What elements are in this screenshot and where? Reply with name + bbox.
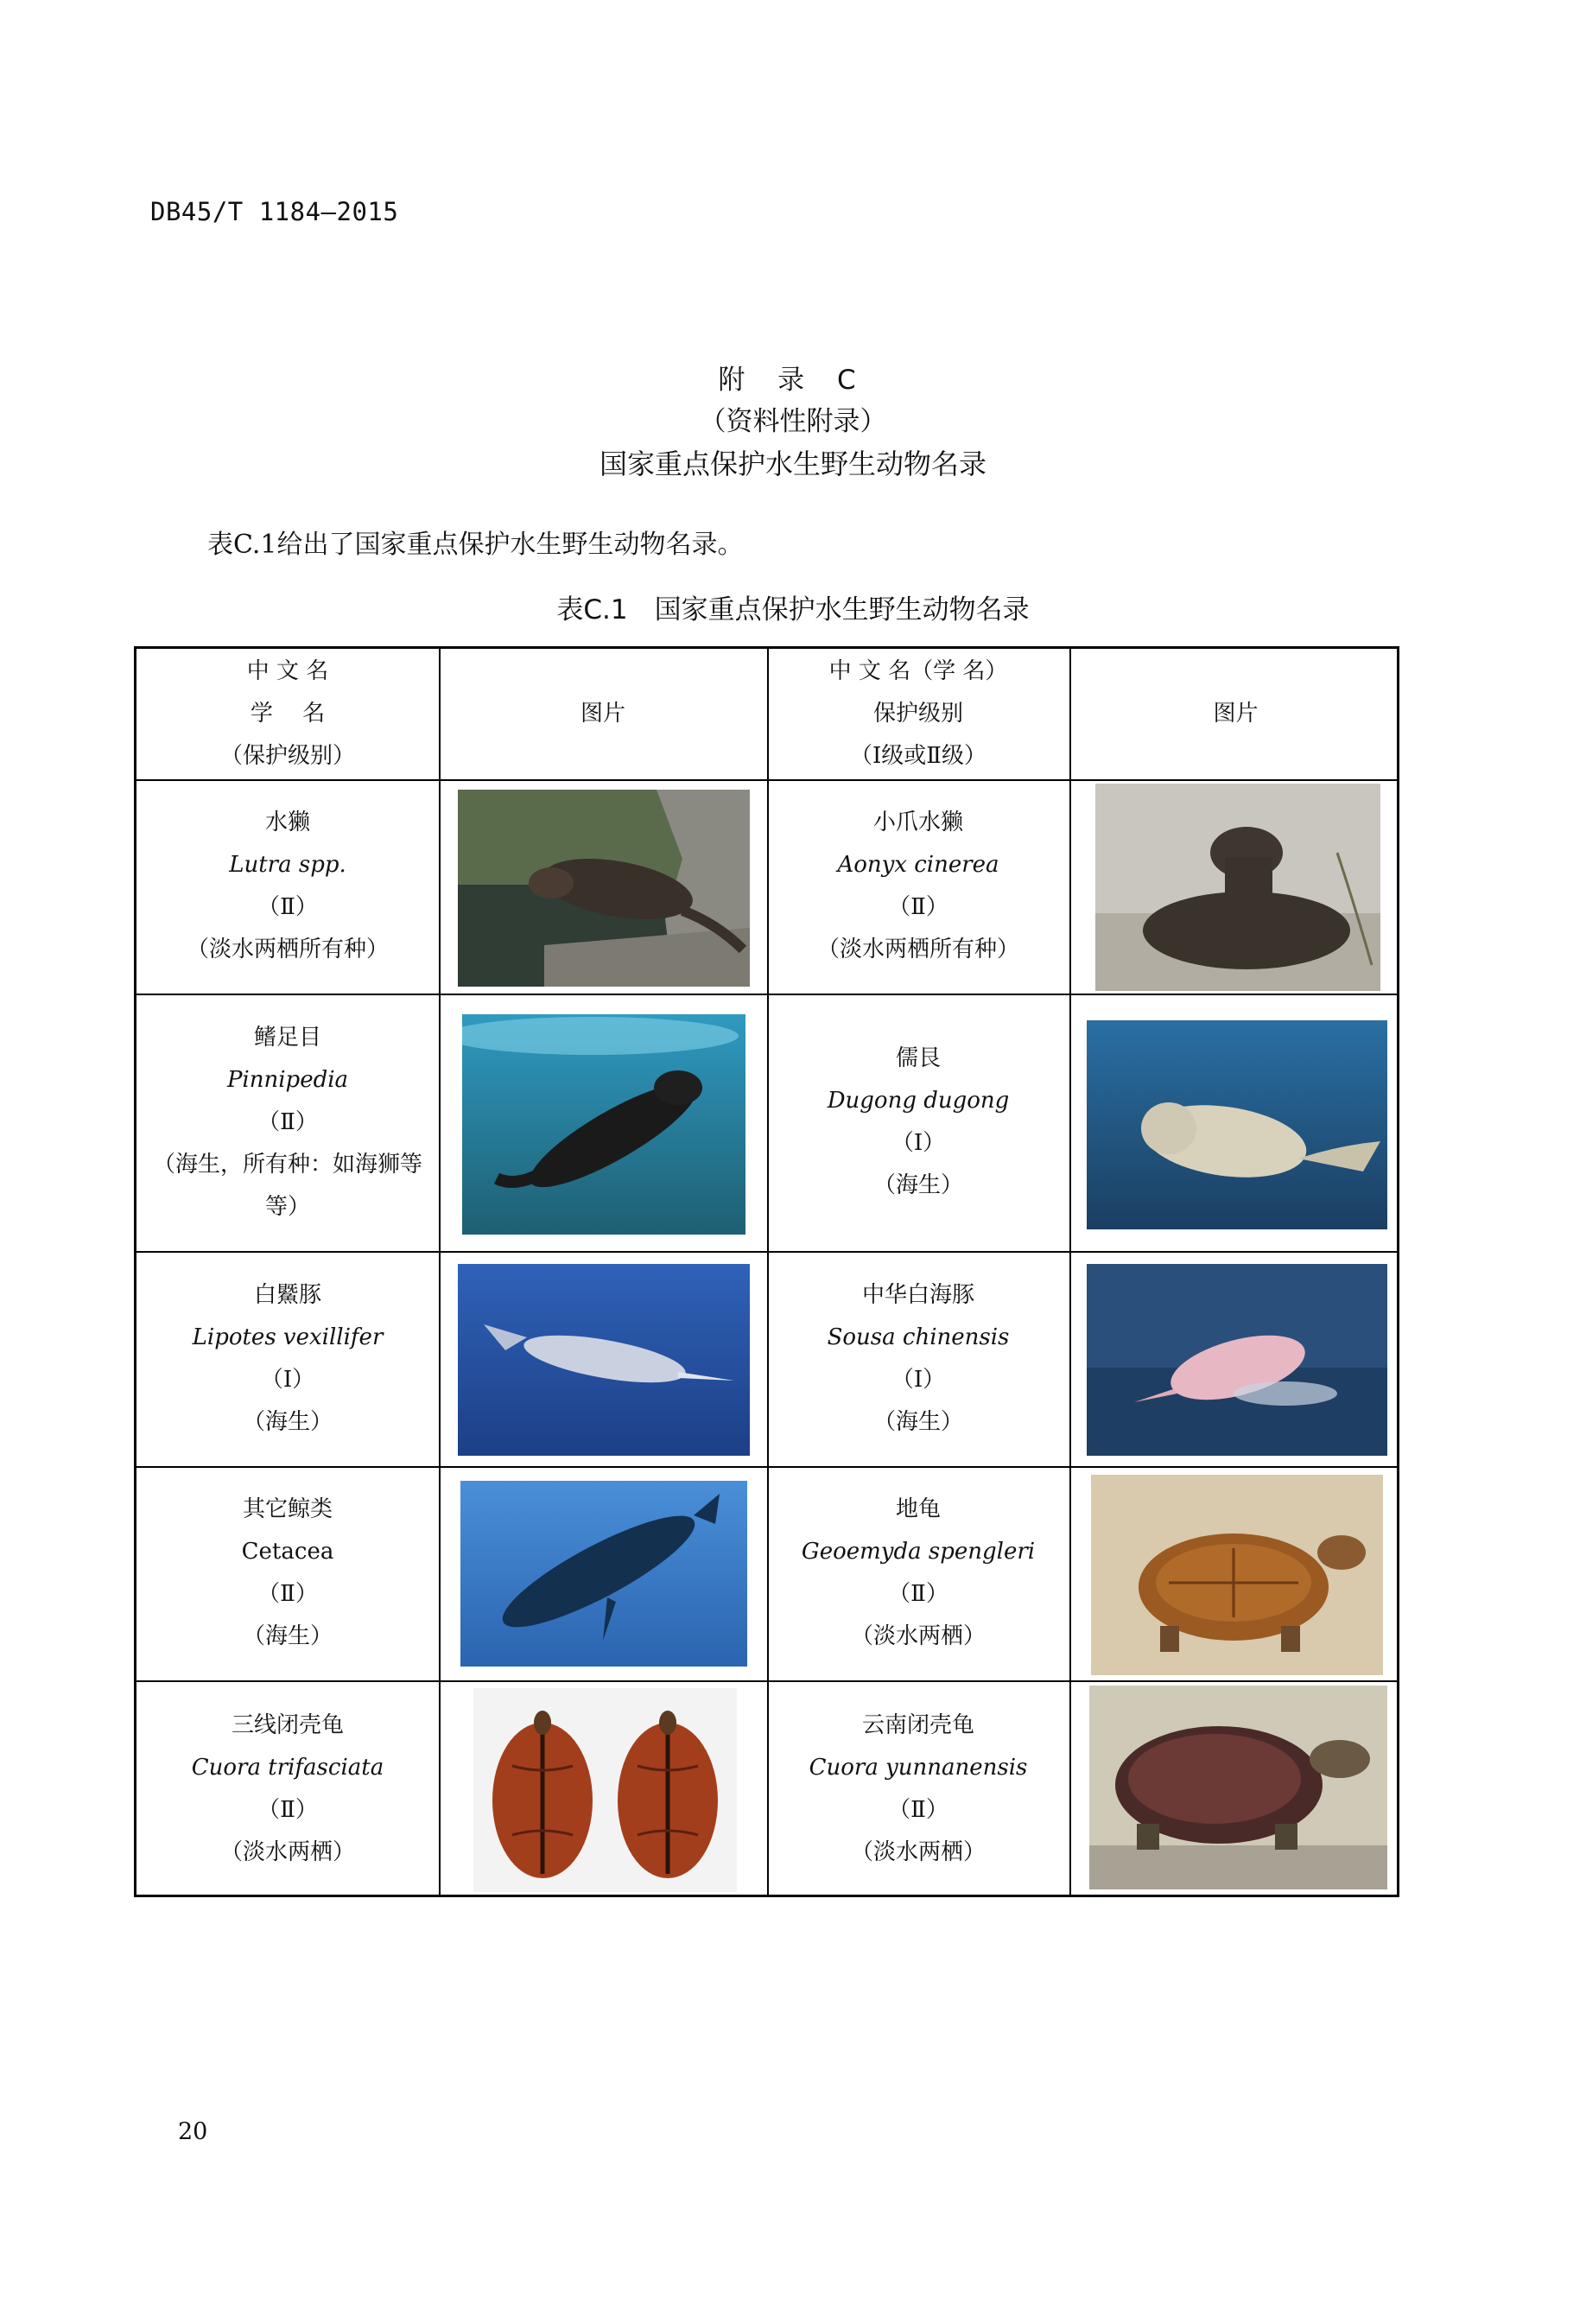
protection-level: （Ⅱ） [257,1581,318,1607]
small-clawed-otter-photo [1095,784,1380,991]
species-cell [767,994,1069,1251]
column-divider [439,649,441,1895]
species-note: （海生） [242,1408,333,1435]
header-line: 保护级别 [872,701,963,727]
species-note: （淡水两栖所有种） [186,937,389,962]
protection-level: （Ⅱ） [257,1796,318,1823]
species-cn-name: 其它鲸类 [242,1496,333,1522]
species-sci-name: Geoemyda spengleri [801,1539,1036,1565]
species-note: （海生） [872,1408,963,1435]
species-sci-name: Lutra spp. [229,852,346,878]
appendix-type: （资料性附录） [699,406,887,437]
protection-level: （Ⅰ） [260,1366,315,1393]
whale-photo [460,1481,747,1667]
baiji-photo [458,1264,750,1456]
species-sci-name: Dugong dugong [827,1088,1010,1114]
species-cn-name: 云南闭壳龟 [861,1711,974,1738]
protection-level: （Ⅰ） [891,1366,946,1393]
species-cn-name: 小爪水獭 [872,810,963,835]
species-note: （海生） [242,1623,333,1649]
species-sci-name: Pinnipedia [226,1066,349,1093]
species-sci-name: Aonyx cinerea [837,852,999,878]
table-caption: 表C.1 国家重点保护水生野生动物名录 [556,594,1030,625]
species-cell [136,1466,439,1680]
species-table [134,646,1399,1897]
species-cn-name: 地龟 [895,1496,941,1522]
header-left-name [136,649,439,779]
protection-level: （Ⅰ） [891,1130,946,1156]
header-right-photo [1069,649,1402,779]
species-cell [136,1680,439,1897]
intro-paragraph: 表C.1给出了国家重点保护水生野生动物名录。 [207,530,744,560]
header-line: （保护级别） [219,743,355,769]
species-sci-name: Cuora trifasciata [191,1754,384,1781]
page-number: 20 [178,2118,208,2145]
dugong-photo [1087,1020,1387,1229]
species-cn-name: 儒艮 [895,1045,941,1071]
leaf-turtle-photo [1091,1475,1383,1675]
header-line: 学 名 [250,701,326,727]
species-cn-name: 水獭 [264,810,310,835]
protection-level: （Ⅱ） [888,1581,948,1607]
header-photo-label: 图片 [580,701,625,727]
species-note: （淡水两栖） [850,1838,986,1865]
species-cell [136,1251,439,1466]
yunnan-box-turtle-photo [1089,1686,1387,1889]
appendix-label: 附 录 C [718,365,868,396]
protection-level: （Ⅱ） [257,894,318,920]
header-photo-label: 图片 [1213,701,1259,727]
species-note: （海生，所有种：如海狮等 [152,1151,422,1178]
species-cn-name: 中华白海豚 [861,1281,974,1308]
species-note: （淡水两栖） [219,1838,355,1865]
protection-level: （Ⅱ） [888,1796,948,1823]
column-divider [1069,649,1071,1895]
header-left-photo [439,649,767,779]
protection-level: （Ⅱ） [257,1108,318,1135]
species-sci-name: Cetacea [241,1539,334,1565]
species-cn-name: 白鱀豚 [253,1281,321,1308]
species-sci-name: Lipotes vexillifer [192,1324,384,1350]
species-note-continued: 等） [264,1193,310,1220]
protection-level: （Ⅱ） [888,894,948,920]
document-code: DB45/T 1184—2015 [150,197,399,226]
species-cell [767,779,1069,994]
species-note: （淡水两栖） [850,1623,986,1649]
species-note: （海生） [872,1172,963,1198]
appendix-title: 国家重点保护水生野生动物名录 [599,448,986,480]
pink-dolphin-photo [1087,1264,1387,1456]
species-cell [136,994,439,1251]
species-note: （淡水两栖所有种） [816,937,1019,962]
species-cell [767,1251,1069,1466]
otter-photo [458,790,750,987]
species-cell [136,779,439,994]
species-cn-name: 鳍足目 [253,1024,321,1051]
header-line: 中 文 名（学 名） [828,658,1008,684]
header-line: （Ⅰ级或Ⅱ级） [850,743,986,769]
three-striped-box-turtle-photo [473,1688,737,1892]
species-cn-name: 三线闭壳龟 [231,1711,344,1738]
species-cell [767,1466,1069,1680]
header-line: 中 文 名 [246,658,329,684]
species-cell [767,1680,1069,1897]
species-sci-name: Cuora yunnanensis [809,1754,1028,1781]
header-right-name [767,649,1069,779]
species-sci-name: Sousa chinensis [827,1324,1010,1350]
sea-lion-photo [462,1014,745,1235]
